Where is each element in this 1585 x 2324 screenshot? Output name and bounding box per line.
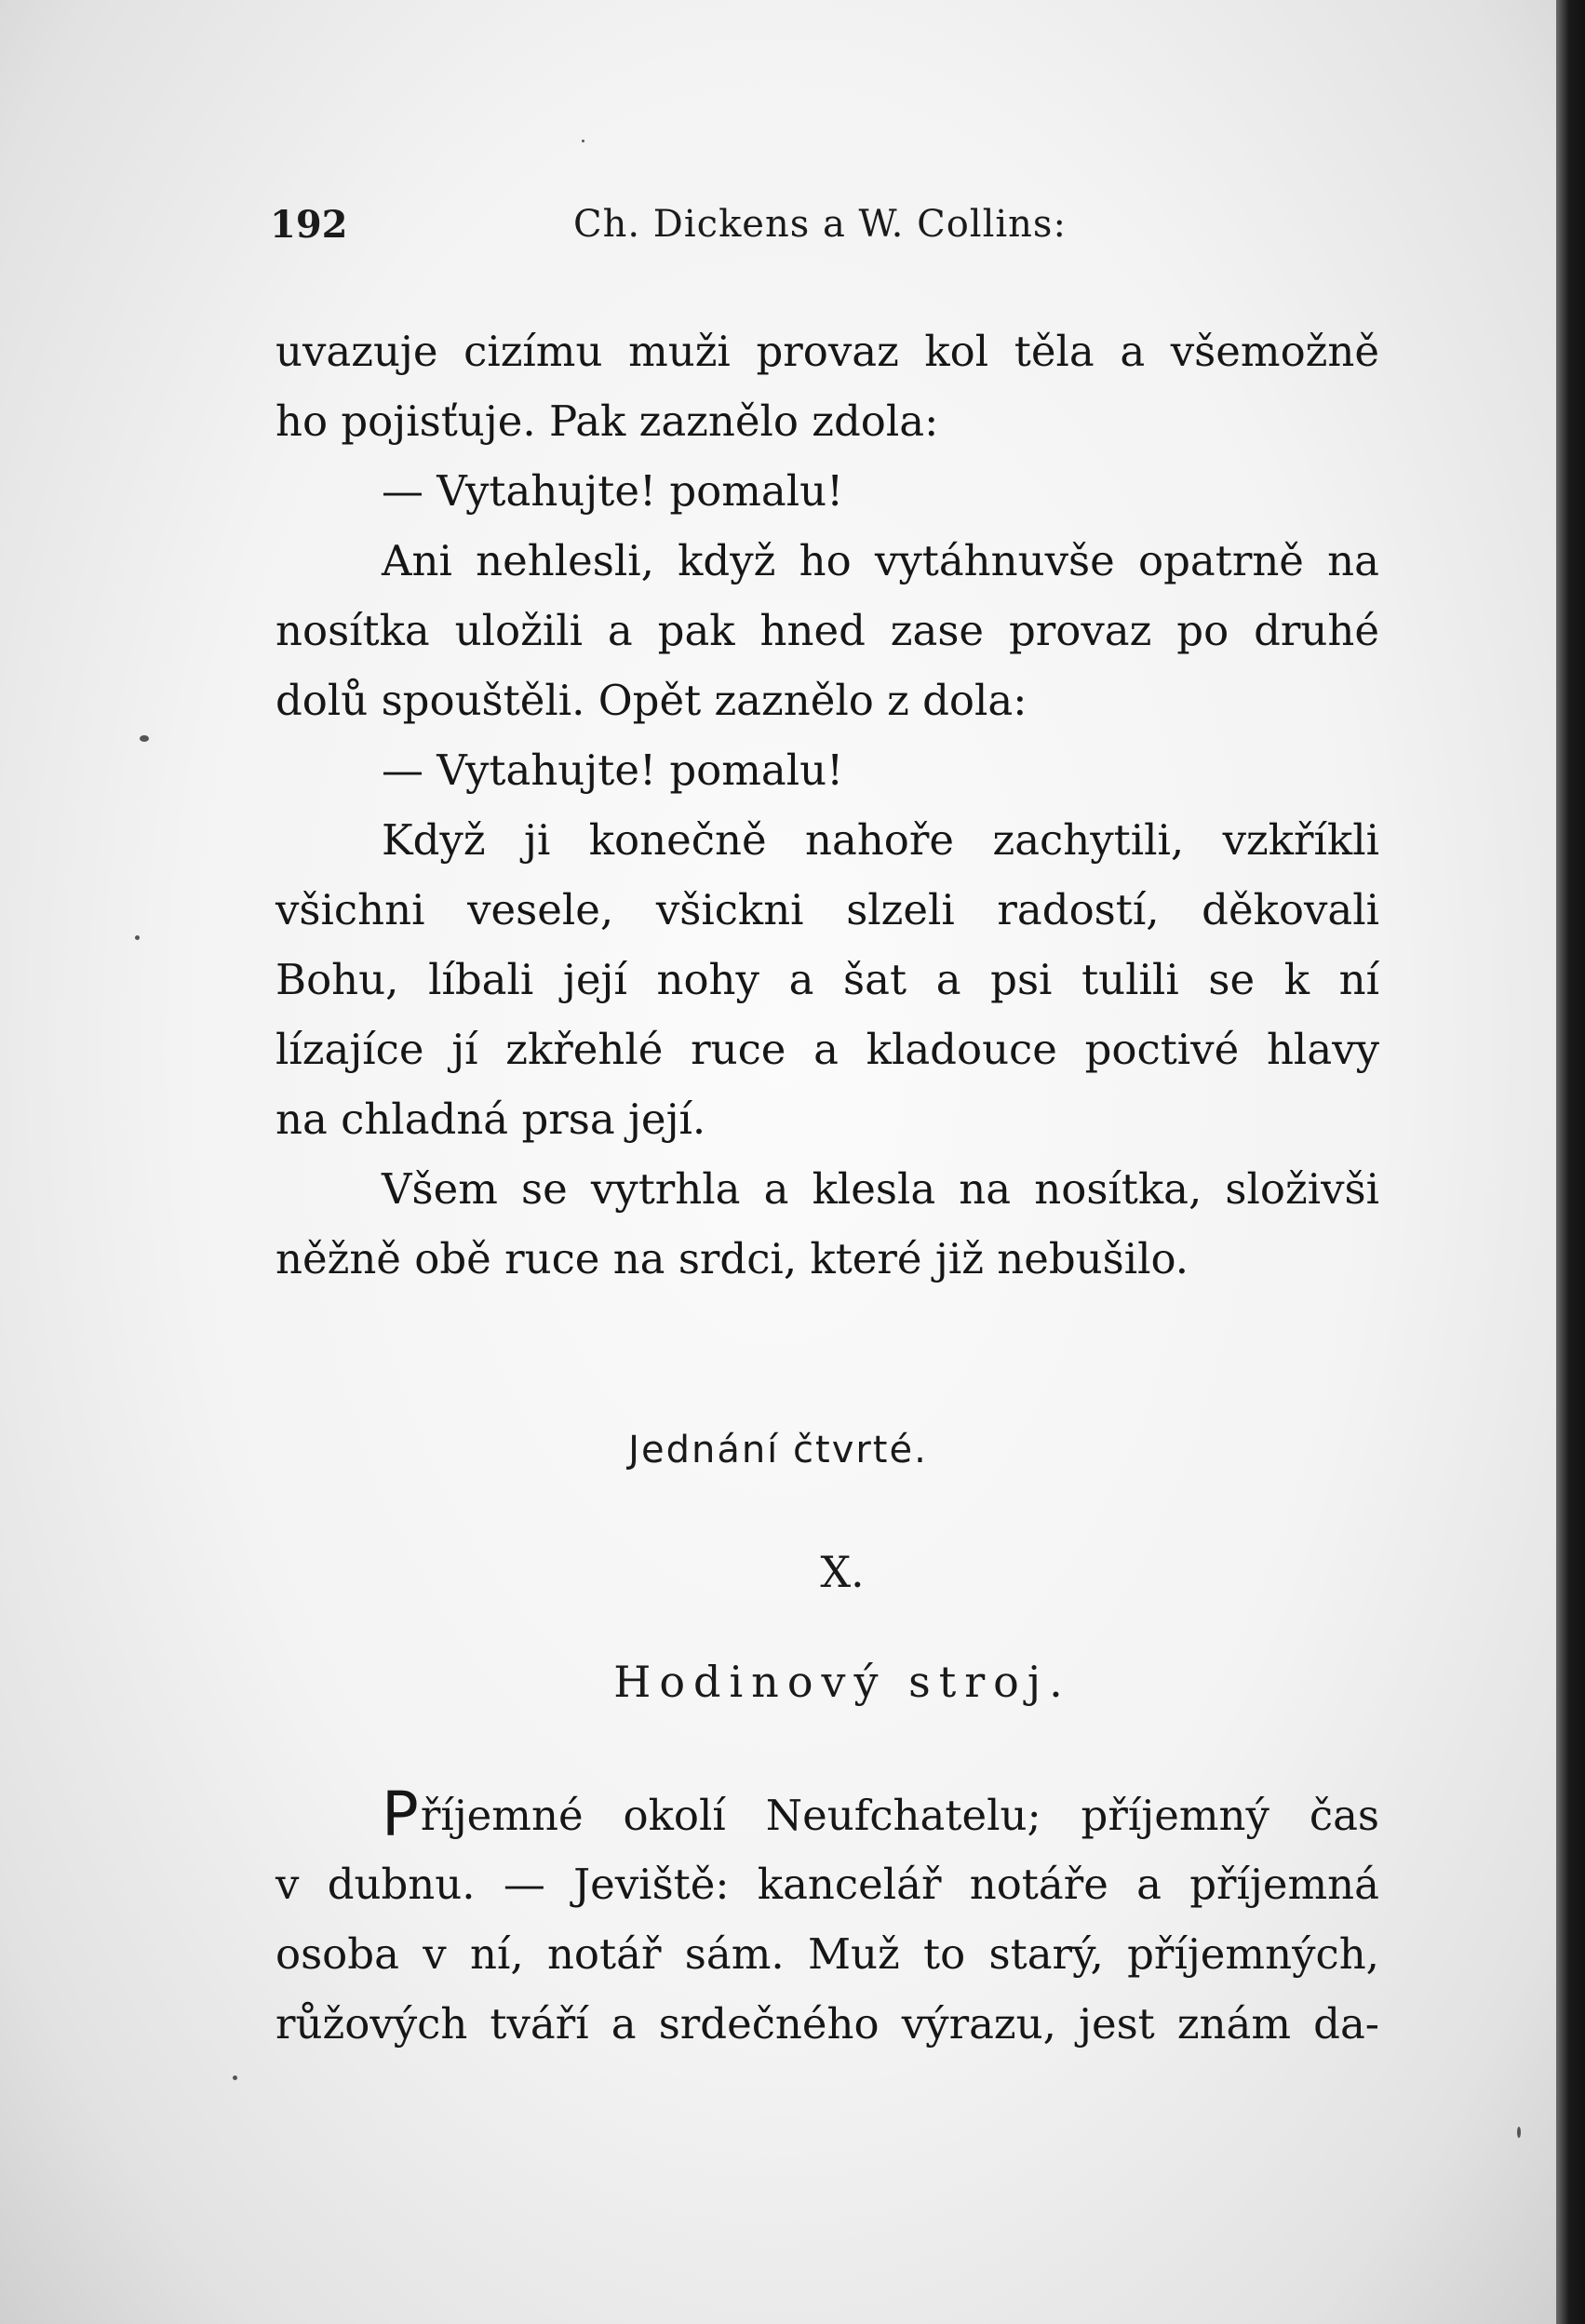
print-speck [1517,2127,1521,2138]
text-line: nosítka uložili a pak hned zase provaz po druhé [275,606,1379,655]
text-line [382,1779,1379,1850]
running-head [270,203,1089,255]
text-line: Když ji konečně nahoře zachytili, vzkříkli [382,815,1379,865]
text-line: všichni vesele, všickni slzeli radostí, děkovali [275,885,1379,934]
text-line: lízajíce jí zkřehlé ruce a kladouce poctivé hlavy [275,1025,1379,1074]
running-title: Ch. Dickens a W. Collins: [573,203,1067,246]
text-line: na chladná prsa její. [275,1095,706,1144]
drop-cap: P [382,1779,419,1850]
text-line: Ani nehlesli, když ho vytáhnuvše opatrně na [382,536,1379,585]
text-line: uvazuje cizímu muži provaz kol těla a všemožně [275,327,1379,376]
text-line: — Vytahujte! pomalu! [382,746,844,795]
print-speck [233,2075,237,2080]
chapter-number: X. [820,1547,865,1597]
text-line: něžně obě ruce na srdci, které již nebušilo. [275,1234,1189,1283]
text-line: ho pojisťuje. Pak zaznělo zdola: [275,396,939,446]
text-line: Bohu, líbali její nohy a šat a psi tulili se k ní [275,955,1379,1004]
print-speck [582,140,584,142]
chapter-title: Hodinový stroj. [613,1657,1071,1707]
book-edge [1556,0,1585,2324]
text-line: Všem se vytrhla a klesla na nosítka, složivši [382,1164,1379,1214]
text-line: — Vytahujte! pomalu! [382,466,844,516]
print-speck [140,735,149,742]
text-line: růžových tváří a srdečného výrazu, jest znám da- [275,1999,1379,2049]
text-line: osoba v ní, notář sám. Muž to starý, příjemných, [275,1929,1379,1979]
print-speck [135,935,140,940]
text-line-rest: říjemné okolí Neufchatelu; příjemný čas [420,1791,1379,1840]
act-heading: Jednání čtvrté. [628,1429,928,1471]
page-number: 192 [270,203,348,247]
text-line: dolů spouštěli. Opět zaznělo z dola: [275,676,1028,725]
text-line: v dubnu. — Jeviště: kancelář notáře a příjemná [275,1860,1379,1909]
